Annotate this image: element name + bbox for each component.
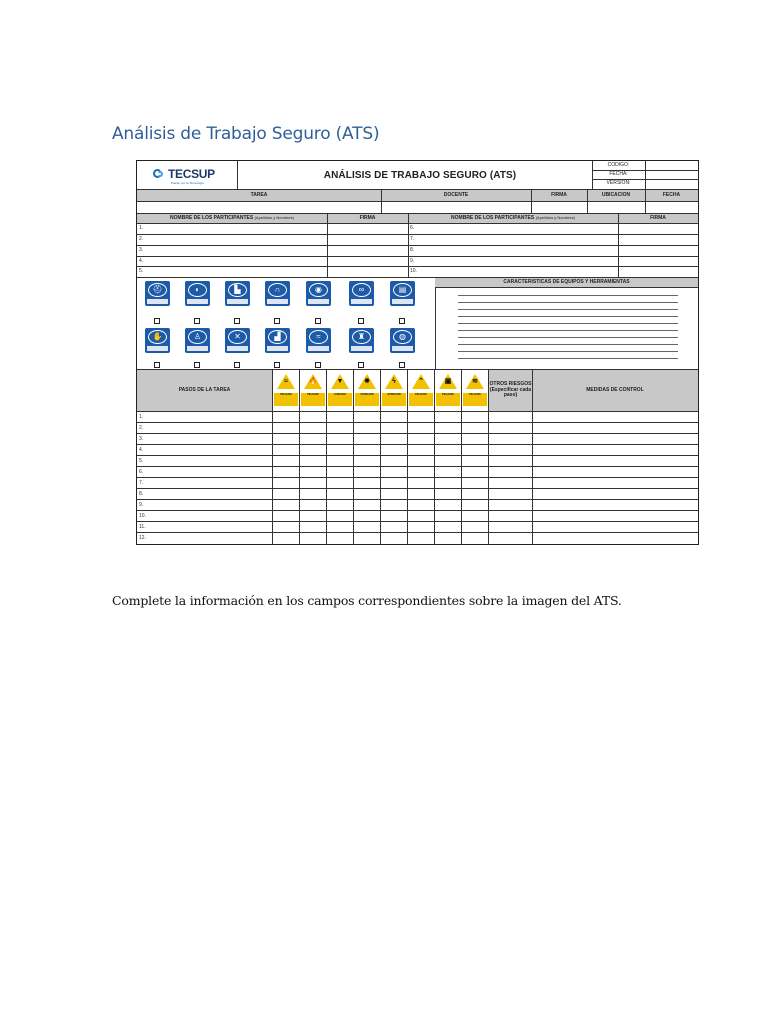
firma-header: FIRMA <box>551 191 567 198</box>
gloves-checkbox[interactable] <box>154 362 160 368</box>
equipment-line[interactable] <box>458 309 678 310</box>
welding-shield-icon: ◍ <box>390 328 415 353</box>
face-shield-icon: ◐ <box>185 281 210 306</box>
participants-name-header-left: NOMBRE DE LOS PARTICIPANTES (Apellidos y Nombres) <box>170 214 294 221</box>
version-label: VERSION: <box>606 180 631 187</box>
equipment-header: CARACTERISTICAS DE EQUIPOS Y HERRAMIENTAS <box>435 278 698 287</box>
participant-number: 6. <box>410 225 415 231</box>
step-number: 6. <box>139 469 144 475</box>
docente-header: DOCENTE <box>443 191 469 198</box>
harness-checkbox[interactable] <box>234 362 240 368</box>
participant-number: 5. <box>139 268 144 274</box>
ubicacion-header: UBICACION <box>601 191 631 198</box>
step-number: 1. <box>139 414 144 420</box>
apron-icon: ♜ <box>349 328 374 353</box>
slippery-floor-icon: ≈ PELIGRO <box>273 372 299 409</box>
equipment-line[interactable] <box>458 358 678 359</box>
equipment-line[interactable] <box>458 295 678 296</box>
hard-hat-checkbox[interactable] <box>154 318 160 324</box>
code-label: CODIGO: <box>607 161 630 168</box>
participants-firma-header-left: FIRMA <box>359 214 376 221</box>
respirator-checkbox[interactable] <box>315 318 321 324</box>
participant-number: 4. <box>139 258 144 264</box>
step-number: 7. <box>139 480 144 486</box>
coverall-icon: ♙ <box>185 328 210 353</box>
equipment-line[interactable] <box>458 351 678 352</box>
step-number: 5. <box>139 458 144 464</box>
step-number: 2. <box>139 425 144 431</box>
date-label: FECHA: <box>609 170 628 177</box>
control-measures-header: MEDIDAS DE CONTROL <box>532 370 698 411</box>
participant-number: 10. <box>410 268 417 274</box>
participant-number: 3. <box>139 247 144 253</box>
equipment-line[interactable] <box>458 344 678 345</box>
step-number: 11. <box>139 524 146 530</box>
trip-hazard-icon: ⌃ PELIGRO <box>408 372 434 409</box>
participant-number: 8. <box>410 247 415 253</box>
equipment-line[interactable] <box>458 316 678 317</box>
hot-surface-icon: ≋ PELIGRO <box>462 372 488 409</box>
page-heading: Análisis de Trabajo Seguro (ATS) <box>112 124 380 144</box>
equipment-line[interactable] <box>458 330 678 331</box>
participant-number: 7. <box>410 236 415 242</box>
tarea-header: TAREA <box>250 191 268 198</box>
tecsup-logo: TECSUP <box>153 167 215 181</box>
step-number: 4. <box>139 447 144 453</box>
step-number: 8. <box>139 491 144 497</box>
participant-number: 2. <box>139 236 144 242</box>
hard-hat-icon: ⛑ <box>145 281 170 306</box>
logo-tagline: Pasión por la Tecnología <box>171 181 204 185</box>
safety-glasses-icon: ∞ <box>349 281 374 306</box>
crush-hazard-icon: ▣ PELIGRO <box>435 372 461 409</box>
welding-mask-checkbox[interactable] <box>399 318 405 324</box>
welding-shield-checkbox[interactable] <box>399 362 405 368</box>
respirator-icon: ◉ <box>306 281 331 306</box>
fecha-header: FECHA <box>662 191 681 198</box>
hand-wash-icon: ≈ <box>306 328 331 353</box>
safety-boots-icon: ▙ <box>225 281 250 306</box>
falling-objects-icon: ▼ CUIDADO <box>327 372 353 409</box>
other-risks-header: OTROS RIESGOS (Especificar cada paso) <box>489 370 532 411</box>
safety-glasses-checkbox[interactable] <box>358 318 364 324</box>
apron-checkbox[interactable] <box>358 362 364 368</box>
steps-header: PASOS DE LA TAREA <box>137 370 272 411</box>
step-number: 12. <box>139 535 146 541</box>
participant-number: 1. <box>139 225 144 231</box>
safety-boots-checkbox[interactable] <box>234 318 240 324</box>
equipment-line[interactable] <box>458 302 678 303</box>
participants-firma-header-right: FIRMA <box>650 214 666 221</box>
ear-protection-checkbox[interactable] <box>274 318 280 324</box>
ear-protection-icon: ∩ <box>265 281 290 306</box>
tecsup-logo-icon <box>153 169 165 179</box>
ats-form-image <box>136 160 699 545</box>
instruction-text: Complete la información en los campos correspondientes sobre la imagen del ATS. <box>112 593 622 608</box>
gloves-icon: ✋ <box>145 328 170 353</box>
welding-mask-icon: ▤ <box>390 281 415 306</box>
coverall-checkbox[interactable] <box>194 362 200 368</box>
electric-shock-icon: ϟ ATENCION <box>381 372 407 409</box>
rubber-boots-checkbox[interactable] <box>274 362 280 368</box>
rubber-boots-icon: ▟ <box>265 328 290 353</box>
flammable-icon: 🔥 PELIGRO <box>300 372 326 409</box>
participant-number: 9. <box>410 258 415 264</box>
equipment-line[interactable] <box>458 337 678 338</box>
harness-icon: ✕ <box>225 328 250 353</box>
face-shield-checkbox[interactable] <box>194 318 200 324</box>
equipment-line[interactable] <box>458 323 678 324</box>
step-number: 10. <box>139 513 146 519</box>
participants-name-header-right: NOMBRE DE LOS PARTICIPANTES (Apellidos y Nombres) <box>451 214 575 221</box>
hand-wash-checkbox[interactable] <box>315 362 321 368</box>
form-title: ANÁLISIS DE TRABAJO SEGURO (ATS) <box>323 169 517 181</box>
step-number: 9. <box>139 502 144 508</box>
explosive-icon: ✸ ATENCION <box>354 372 380 409</box>
step-number: 3. <box>139 436 144 442</box>
